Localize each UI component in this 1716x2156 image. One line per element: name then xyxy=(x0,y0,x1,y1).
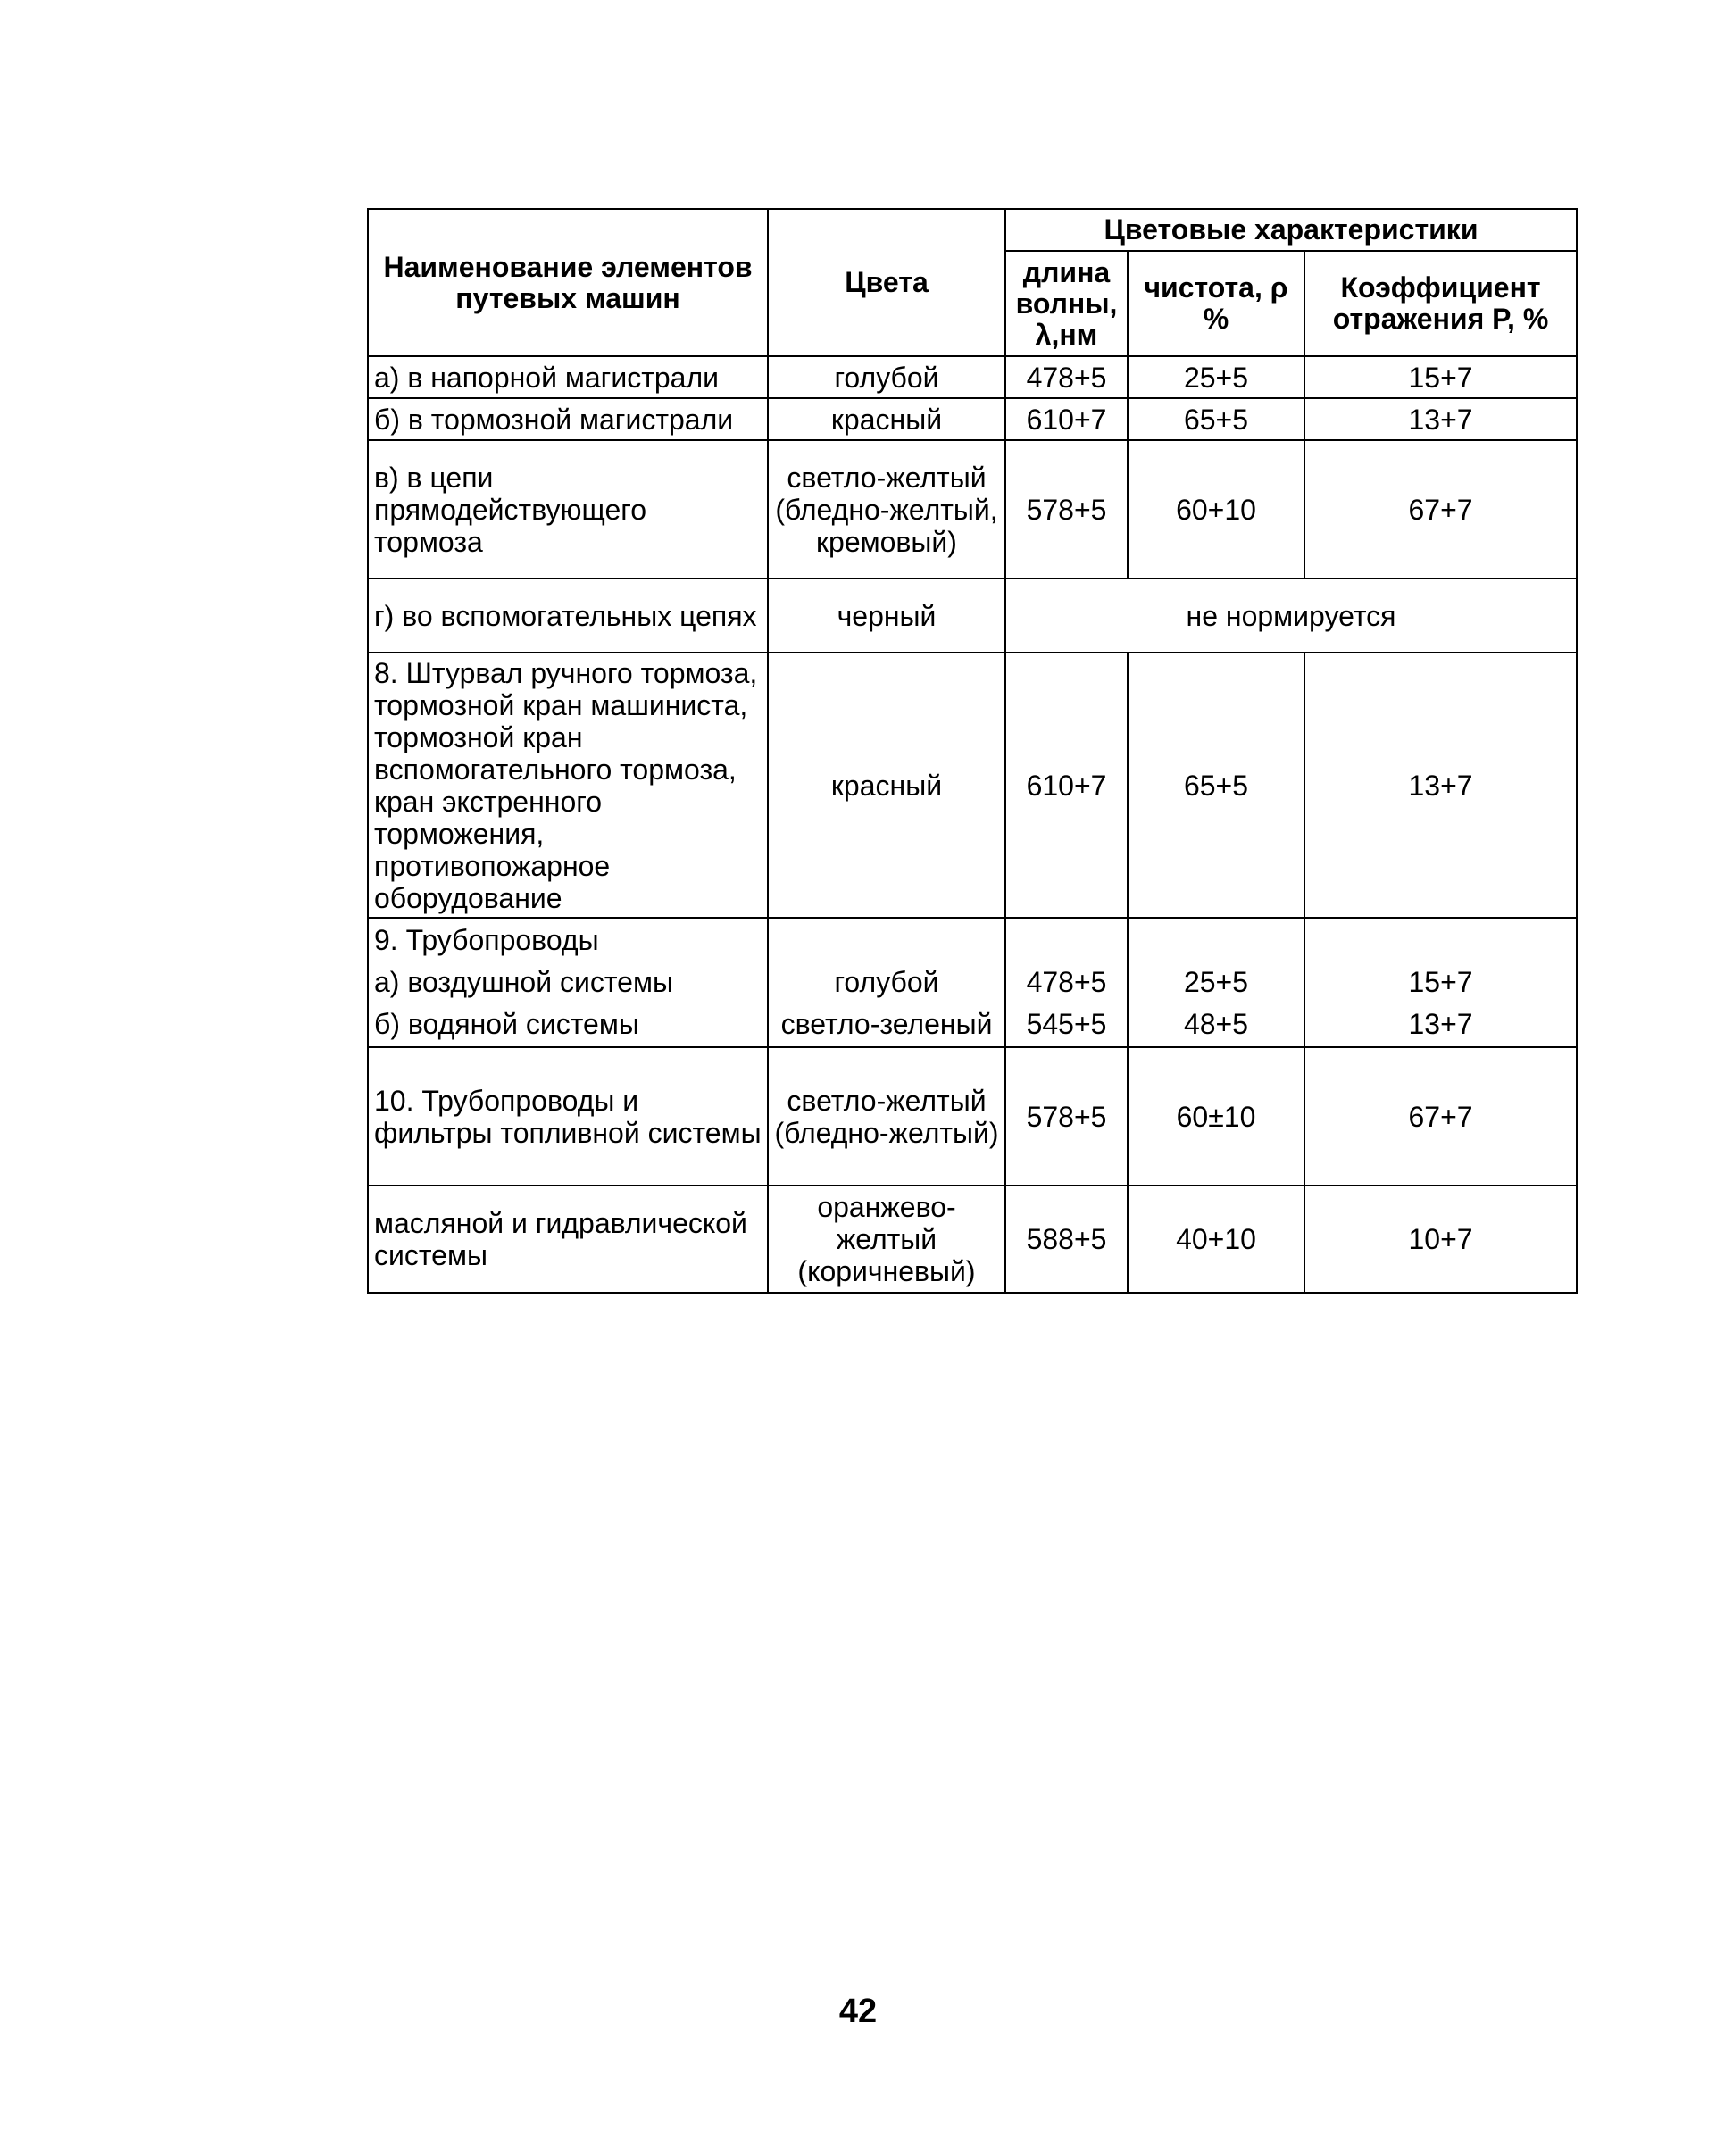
row-name: а) воздушной системы xyxy=(374,966,673,998)
row-purity: 65+5 xyxy=(1128,653,1304,918)
row-name: г) во вспомогательных цепях xyxy=(368,579,768,653)
row-color: голубой xyxy=(834,966,939,998)
row-color: черный xyxy=(768,579,1005,653)
header-row-1 xyxy=(368,209,1577,251)
header-color: Цвета xyxy=(768,209,1005,356)
row-name-group xyxy=(368,918,768,1047)
row-color: светло-желтый (бледно-желтый, кремовый) xyxy=(768,440,1005,579)
row-purity: 25+5 xyxy=(1128,356,1304,398)
row-reflectance: 67+7 xyxy=(1304,1047,1577,1186)
row-reflectance: 15+7 xyxy=(1408,966,1473,998)
row-color: красный xyxy=(768,398,1005,440)
row-purity-group xyxy=(1128,918,1304,1047)
row-color: голубой xyxy=(768,356,1005,398)
header-wavelength: длина волны, λ,нм xyxy=(1005,251,1128,356)
table-row xyxy=(368,440,1577,579)
row-color: светло-зеленый xyxy=(780,1008,993,1040)
table-row xyxy=(368,356,1577,398)
row-wavelength: 610+7 xyxy=(1005,398,1128,440)
row-reflectance: 10+7 xyxy=(1304,1186,1577,1293)
row-wavelength: 578+5 xyxy=(1005,440,1128,579)
row-not-normalized: не нормируется xyxy=(1005,579,1577,653)
row-name: масляной и гидравлической системы xyxy=(368,1186,768,1293)
row-name: а) в напорной магистрали xyxy=(368,356,768,398)
row-color: светло-желтый (бледно-желтый) xyxy=(768,1047,1005,1186)
row-name: б) в тормозной магистрали xyxy=(368,398,768,440)
row-purity: 48+5 xyxy=(1183,1008,1249,1040)
row-wavelength: 478+5 xyxy=(1005,356,1128,398)
table-row xyxy=(368,1186,1577,1293)
header-reflectance: Коэффициент отражения Р, % xyxy=(1304,251,1577,356)
header-name: Наименование элементов путевых машин xyxy=(368,209,768,356)
row-wavelength: 545+5 xyxy=(1026,1008,1107,1040)
row-name: 9. Трубопроводы xyxy=(374,924,599,956)
row-reflectance: 13+7 xyxy=(1304,653,1577,918)
row-reflectance: 15+7 xyxy=(1304,356,1577,398)
header-color-characteristics: Цветовые характеристики xyxy=(1005,209,1577,251)
row-wavelength-group xyxy=(1005,918,1128,1047)
color-spec-table xyxy=(367,208,1578,1294)
row-wavelength: 610+7 xyxy=(1005,653,1128,918)
row-reflectance: 13+7 xyxy=(1304,398,1577,440)
row-wavelength: 578+5 xyxy=(1005,1047,1128,1186)
row-purity: 60+10 xyxy=(1128,440,1304,579)
row-purity: 60±10 xyxy=(1128,1047,1304,1186)
row-color-group xyxy=(768,918,1005,1047)
header-purity: чистота, ρ % xyxy=(1128,251,1304,356)
table-row-group-pipelines xyxy=(368,918,1577,1047)
row-purity: 25+5 xyxy=(1183,966,1249,998)
page-number: 42 xyxy=(838,1993,878,2030)
row-purity: 65+5 xyxy=(1128,398,1304,440)
table-row xyxy=(368,1047,1577,1186)
table-row xyxy=(368,398,1577,440)
table-row xyxy=(368,653,1577,918)
row-color: красный xyxy=(768,653,1005,918)
row-reflectance-group xyxy=(1304,918,1577,1047)
row-reflectance: 67+7 xyxy=(1304,440,1577,579)
row-name: б) водяной системы xyxy=(374,1008,639,1040)
row-name: 10. Трубопроводы и фильтры топливной системы xyxy=(368,1047,768,1186)
row-purity: 40+10 xyxy=(1128,1186,1304,1293)
row-name: 8. Штурвал ручного тормоза, тормозной кран машиниста, тормозной кран вспомогательного тормоза, кран экстренного торможения, противопожарное оборудование xyxy=(368,653,768,918)
row-reflectance: 13+7 xyxy=(1408,1008,1473,1040)
row-wavelength: 478+5 xyxy=(1026,966,1107,998)
row-name: в) в цепи прямодействующего тормоза xyxy=(368,440,768,579)
table-row xyxy=(368,579,1577,653)
row-wavelength: 588+5 xyxy=(1005,1186,1128,1293)
row-color: оранжево-желтый (коричневый) xyxy=(768,1186,1005,1293)
